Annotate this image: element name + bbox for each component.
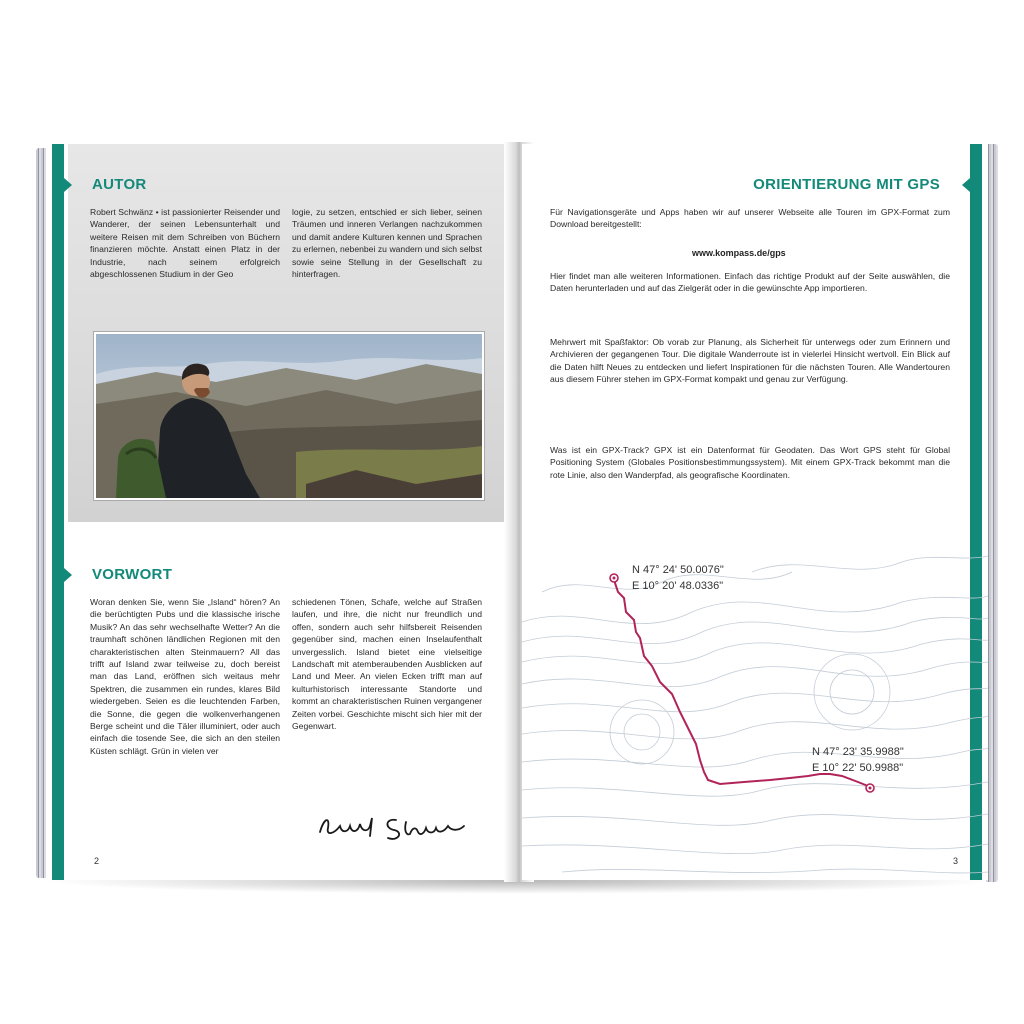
start-coord-n: N 47° 24' 50.0076" bbox=[632, 564, 724, 576]
gps-marker bbox=[962, 178, 970, 192]
end-coord-e: E 10° 22' 50.9988" bbox=[812, 762, 904, 774]
gps-intro: Für Navigationsgeräte und Apps haben wir auf unserer Webseite alle Touren im GPX-Format zum Download bereitgestellt: bbox=[550, 207, 950, 230]
page-number-right: 3 bbox=[952, 856, 958, 866]
author-heading: AUTOR bbox=[92, 176, 147, 193]
author-marker bbox=[64, 178, 72, 192]
gpx-track-map bbox=[522, 532, 988, 880]
left-accent-bar bbox=[52, 144, 64, 880]
open-guidebook bbox=[36, 140, 998, 888]
gps-info: Hier findet man alle weiteren Informationen. Einfach das richtige Produkt auf der Seite auswählen, die Daten herunterladen und auf das Zielgerät oder in die gewünschte App importieren. bbox=[550, 271, 950, 294]
author-text-col1: Robert Schwänz • ist passionierter Reisender und Wanderer, der seinen Lebensunterhalt und weitere Reisen mit dem Schreiben von Büchern finanzieren möchte. Anstatt einen Platz in der Industrie, nach seinem erfolgreich abgeschlossenen Studium in der Geo bbox=[90, 207, 280, 280]
foreword-text-col1: Woran denken Sie, wenn Sie „Island“ hören? An die berüchtigten Pubs und die klassische irische Musik? An das sehr wechselhafte Wetter? An die traumhaft schönen ländlichen Regionen mit den charakteristischen alten Steinmauern? All das trifft auf Island zwar teilweise zu, doch bereist man das Land, eröffnen sich weitaus mehr Spektren, die zusammen ein rundes, klares Bild wiedergeben. Seien es die leuchtenden Farben, die Sonne, die gegen die wolkenverhangenen Berge scheint und die Täler illuminiert, oder auch einfach die tosende See, die sich an den steilen Küsten schlägt. Grün in vielen ver bbox=[90, 597, 280, 756]
gps-track-explained: Was ist ein GPX-Track? GPX ist ein Datenformat für Geodaten. Das Wort GPS steht für Global Positioning System (Globales Positionsbestimmungssystem). Mit einem GPX-Track bekommt man die rote Linie, also den Wanderpfad, als geografische Koordinaten. bbox=[550, 445, 950, 480]
foreword-text-col2: schiedenen Tönen, Schafe, welche auf Straßen laufen, und ihre, die nicht nur freundlich und offen, sondern auch sehr hilfsbereit Reisenden gegenüber sind, machen einen Inselaufenthalt unvergesslich. Island bietet eine vielseitige Landschaft mit atemberaubenden Ausblicken auf Land und Meer. An vielen Ecken trifft man auf kulturhistorisch interessante Standorte und kommt an charakteristischen Ruinen vergangener Zeiten vorbei. Geschichte mischt sich hier mit der Gegenwart. bbox=[292, 597, 482, 732]
author-photo bbox=[94, 332, 484, 500]
foreword-heading: VORWORT bbox=[92, 566, 173, 583]
left-page bbox=[46, 144, 514, 880]
page-number-left: 2 bbox=[94, 856, 100, 866]
start-coord-e: E 10° 20' 48.0336" bbox=[632, 580, 724, 592]
author-text-col2: logie, zu setzen, entschied er sich lieber, seinen Träumen und inneren Verlangen nachzukommen und damit andere Kulturen kennen und Sprachen zu erlernen, nebenbei zu wandern und sich selbst sowie seine Stellung in der Gesellschaft zu hinterfragen. bbox=[292, 207, 482, 280]
gps-url: www.kompass.de/gps bbox=[692, 248, 786, 258]
right-page bbox=[522, 144, 988, 880]
foreword-marker bbox=[64, 568, 72, 582]
end-coord-n: N 47° 23' 35.9988" bbox=[812, 746, 904, 758]
gps-benefits: Mehrwert mit Spaßfaktor: Ob vorab zur Planung, als Sicherheit für unterwegs oder zum Erinnern und Archivieren der gegangenen Tour. Die digitale Wanderroute ist in vielerlei Hinsicht wertvoll. Ein Blick auf die Daten hilft Neues zu entdecken und liefert Inspirationen für die nächsten Touren. Alle Wandertouren aus diesem Führer stehen im GPX-Format kompakt und genau zur Verfügung. bbox=[550, 337, 950, 385]
gps-heading: ORIENTIERUNG MIT GPS bbox=[753, 176, 940, 193]
signature bbox=[314, 808, 474, 849]
